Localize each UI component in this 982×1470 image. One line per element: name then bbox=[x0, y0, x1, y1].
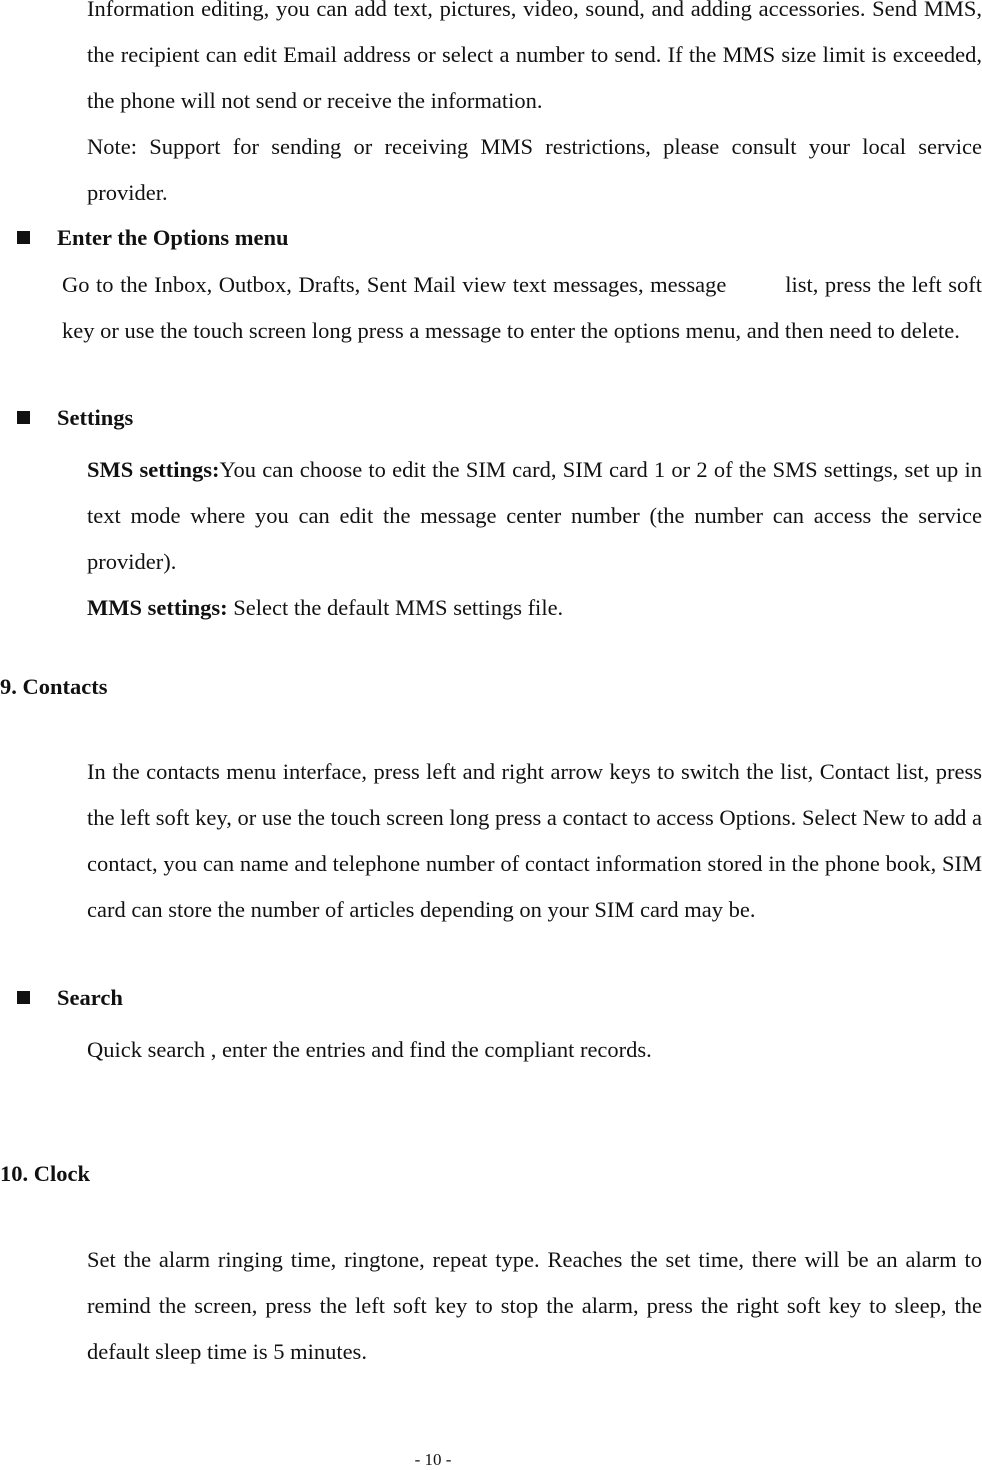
settings-heading: Settings bbox=[17, 403, 133, 433]
clock-heading: 10. Clock bbox=[0, 1161, 90, 1186]
search-heading: Search bbox=[17, 983, 123, 1013]
contacts-text: In the contacts menu interface, press left and right arrow keys to switch the list, Contact list, press the left soft key, or use the touch screen long press a contact to access Options. Select New to add a contact, you can name and telephone number of contact information stored in the phone book, SIM card can store the number of articles depending on your SIM card may be. bbox=[87, 759, 982, 922]
mms-editing-text: Information editing, you can add text, pictures, video, sound, and adding accessories. Send MMS, the recipient can edit Email address or select a number to send. If the MMS size limit is exceeded, the phone will not send or receive the information. bbox=[87, 0, 982, 113]
clock-section bbox=[87, 1237, 982, 1375]
search-section bbox=[87, 1027, 982, 1073]
intro-paragraph bbox=[87, 0, 982, 216]
mms-note-text: Note: Support for sending or receiving MMS restrictions, please consult your local service provider. bbox=[87, 134, 982, 205]
contacts-section bbox=[87, 749, 982, 933]
sms-settings-text: SMS settings:You can choose to edit the SIM card, SIM card 1 or 2 of the SMS settings, set up in text mode where you can edit the message center number (the number can access the service provider). bbox=[87, 457, 982, 574]
search-text: Quick search , enter the entries and find the compliant records. bbox=[87, 1037, 652, 1062]
bullet-square-icon bbox=[17, 991, 30, 1004]
mms-settings-label: MMS settings: bbox=[87, 595, 228, 620]
clock-text: Set the alarm ringing time, ringtone, repeat type. Reaches the set time, there will be an alarm to remind the screen, press the left soft key to stop the alarm, press the right soft key to sleep, the default sleep time is 5 minutes. bbox=[87, 1247, 982, 1364]
settings-section bbox=[87, 447, 982, 631]
page-number: - 10 - bbox=[414, 1450, 452, 1469]
sms-settings-label: SMS settings: bbox=[87, 457, 220, 482]
bullet-square-icon bbox=[17, 411, 30, 424]
options-menu-text: Go to the Inbox, Outbox, Drafts, Sent Mail view text messages, message list, press the left soft key or use the touch screen long press a message to enter the options menu, and then need to delete. bbox=[62, 272, 982, 343]
mms-settings-text: MMS settings: Select the default MMS settings file. bbox=[87, 595, 564, 620]
options-menu-heading: Enter the Options menu bbox=[17, 223, 288, 253]
options-menu-section bbox=[62, 262, 982, 354]
contacts-heading: 9. Contacts bbox=[0, 674, 108, 699]
bullet-square-icon bbox=[17, 231, 30, 244]
